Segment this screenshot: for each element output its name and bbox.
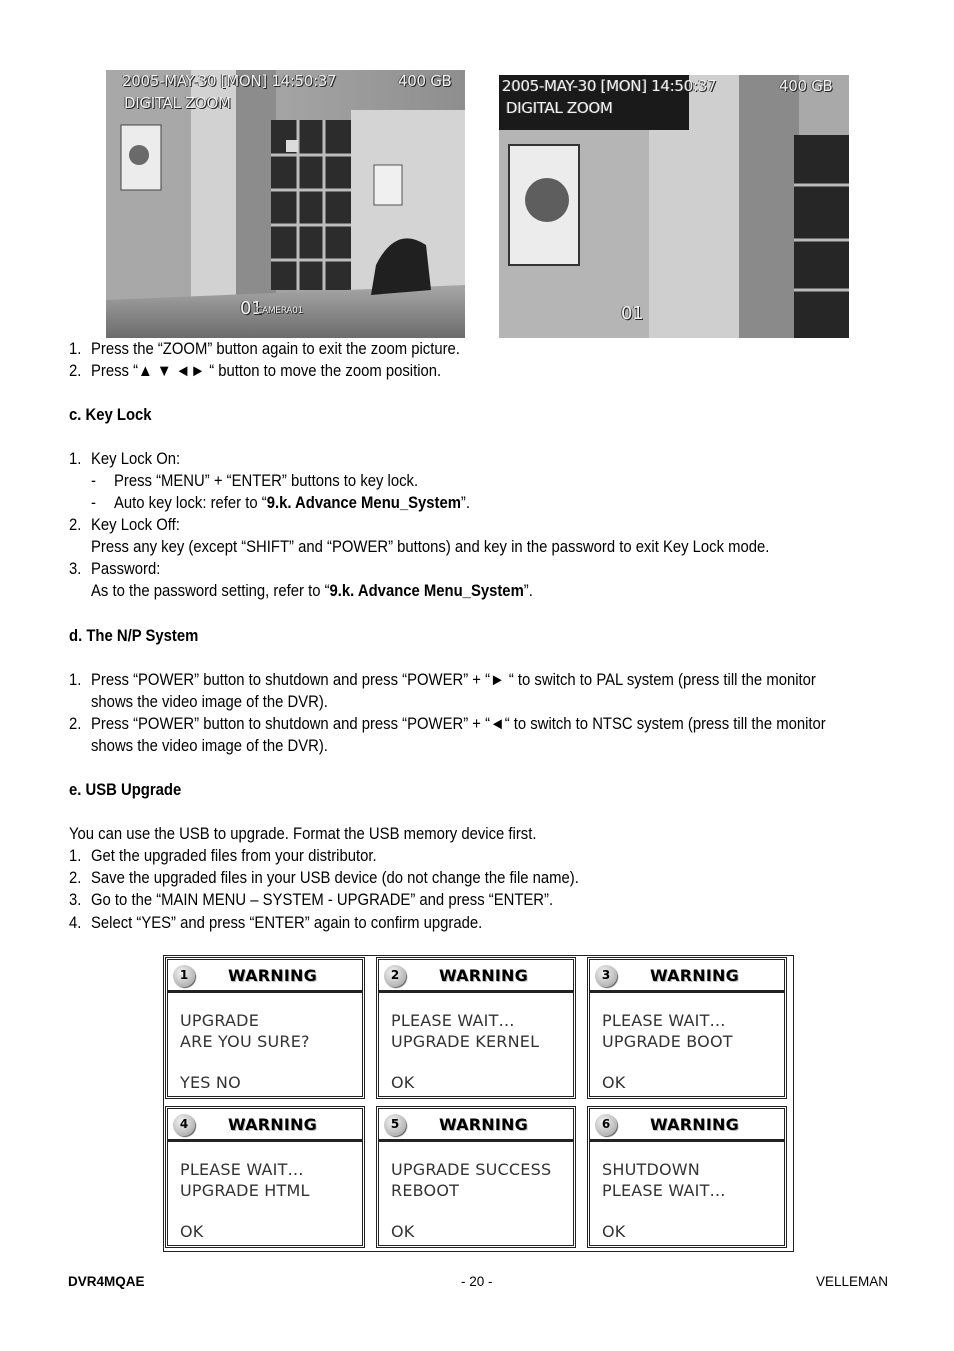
dialog-message: UPGRADE HTML (180, 1181, 310, 1200)
list-number: 1. (69, 671, 82, 689)
list-item: Press “▲ ▼ ◄► “ button to move the zoom position. (91, 362, 442, 380)
list-number: 2. (69, 362, 82, 380)
paragraph (91, 580, 533, 602)
list-item: Save the upgraded files in your USB device (do not change the file name). (91, 869, 579, 887)
section-heading: e. USB Upgrade (69, 781, 182, 799)
list-item: Key Lock On: (91, 450, 181, 468)
dialog-message: PLEASE WAIT… (180, 1160, 304, 1179)
list-item: Select “YES” and press “ENTER” again to confirm upgrade. (91, 914, 483, 932)
text: As to the password setting, refer to “ (91, 582, 330, 600)
camera-name-osd: CAMERA01 (256, 306, 303, 316)
footer-model: DVR4MQAE (68, 1274, 145, 1289)
section-heading: d. The N/P System (69, 627, 199, 645)
dialog-title: WARNING (228, 966, 317, 985)
footer-brand: VELLEMAN (816, 1274, 889, 1289)
text: ”. (523, 582, 533, 600)
paragraph: Press any key (except “SHIFT” and “POWER” buttons) and key in the password to exit Key Lock mode. (91, 538, 770, 556)
text: ”. (460, 494, 471, 512)
list-item: Press the “ZOOM” button again to exit the zoom picture. (91, 340, 460, 358)
warning-dialog (165, 1106, 365, 1248)
list-number: 2. (69, 516, 82, 534)
bullet-dash: - (91, 494, 96, 512)
list-item: Key Lock Off: (91, 516, 180, 534)
warning-dialog (376, 1106, 576, 1248)
warning-dialog (587, 1106, 787, 1248)
dialog-message: REBOOT (391, 1181, 460, 1200)
paragraph: You can use the USB to upgrade. Format the USB memory device first. (69, 825, 537, 843)
dialog-action: YES NO (180, 1073, 241, 1092)
dialog-message: PLEASE WAIT… (391, 1011, 515, 1030)
dialog-message: SHUTDOWN (602, 1160, 700, 1179)
step-number-badge: 2 (384, 965, 406, 987)
dialog-title: WARNING (439, 966, 528, 985)
text: Auto key lock: refer to “ (114, 494, 267, 512)
warning-dialog (165, 957, 365, 1099)
dialog-action: OK (180, 1222, 204, 1241)
list-number: 2. (69, 715, 82, 733)
list-number: 3. (69, 560, 82, 578)
warning-dialog (376, 957, 576, 1099)
list-item: Go to the “MAIN MENU – SYSTEM - UPGRADE” and press “ENTER”. (91, 891, 554, 909)
dialog-message: UPGRADE BOOT (602, 1032, 733, 1051)
dialog-title: WARNING (650, 966, 739, 985)
list-item-cont: shows the video image of the DVR). (91, 737, 328, 755)
zoom-mode-osd: DIGITAL ZOOM (124, 94, 231, 112)
list-number: 4. (69, 914, 82, 932)
timestamp-osd: 2005-MAY-30 [MON] 14:50:37 (122, 72, 337, 90)
capacity-osd: 400 GB (779, 77, 833, 95)
dialog-action: OK (602, 1222, 626, 1241)
dialog-action: OK (391, 1073, 415, 1092)
step-number-badge: 1 (173, 965, 195, 987)
dialog-message: ARE YOU SURE? (180, 1032, 310, 1051)
camera-screenshot-wide (106, 70, 465, 338)
dialog-message: UPGRADE SUCCESS (391, 1160, 552, 1179)
cross-reference: 9.k. Advance Menu_System (266, 494, 461, 512)
list-number: 3. (69, 891, 82, 909)
step-number-badge: 3 (595, 965, 617, 987)
step-number-badge: 4 (173, 1114, 195, 1136)
list-item: Get the upgraded files from your distributor. (91, 847, 377, 865)
section-heading: c. Key Lock (69, 406, 152, 424)
sub-item: Press “MENU” + “ENTER” buttons to key lock. (114, 472, 419, 490)
timestamp-osd: 2005-MAY-30 [MON] 14:50:37 (502, 77, 717, 95)
warning-dialog (587, 957, 787, 1099)
list-item: Press “POWER” button to shutdown and press “POWER” + “► “ to switch to PAL system (press till the monitor (91, 671, 816, 689)
dialog-action: OK (602, 1073, 626, 1092)
dialog-message: UPGRADE (180, 1011, 260, 1030)
camera-screenshot-zoomed (499, 75, 849, 338)
list-number: 1. (69, 847, 82, 865)
list-item: Password: (91, 560, 161, 578)
bullet-dash: - (91, 472, 96, 490)
footer-page-number: - 20 - (461, 1274, 493, 1289)
step-number-badge: 6 (595, 1114, 617, 1136)
zoom-mode-osd: DIGITAL ZOOM (506, 99, 613, 117)
dialog-title: WARNING (228, 1115, 317, 1134)
step-number-badge: 5 (384, 1114, 406, 1136)
sub-item (114, 492, 470, 514)
dialog-title: WARNING (650, 1115, 739, 1134)
dialog-message: PLEASE WAIT… (602, 1011, 726, 1030)
dialog-message: PLEASE WAIT… (602, 1181, 726, 1200)
list-item-cont: shows the video image of the DVR). (91, 693, 328, 711)
list-number: 2. (69, 869, 82, 887)
list-item: Press “POWER” button to shutdown and press “POWER” + “◄“ to switch to NTSC system (press till the monitor (91, 715, 826, 733)
dialog-title: WARNING (439, 1115, 528, 1134)
dialog-message: UPGRADE KERNEL (391, 1032, 540, 1051)
cross-reference: 9.k. Advance Menu_System (329, 582, 524, 600)
list-number: 1. (69, 340, 82, 358)
channel-osd: 01 (240, 298, 263, 319)
dialog-action: OK (391, 1222, 415, 1241)
capacity-osd: 400 GB (398, 72, 452, 90)
channel-osd: 01 (621, 303, 644, 324)
list-number: 1. (69, 450, 82, 468)
